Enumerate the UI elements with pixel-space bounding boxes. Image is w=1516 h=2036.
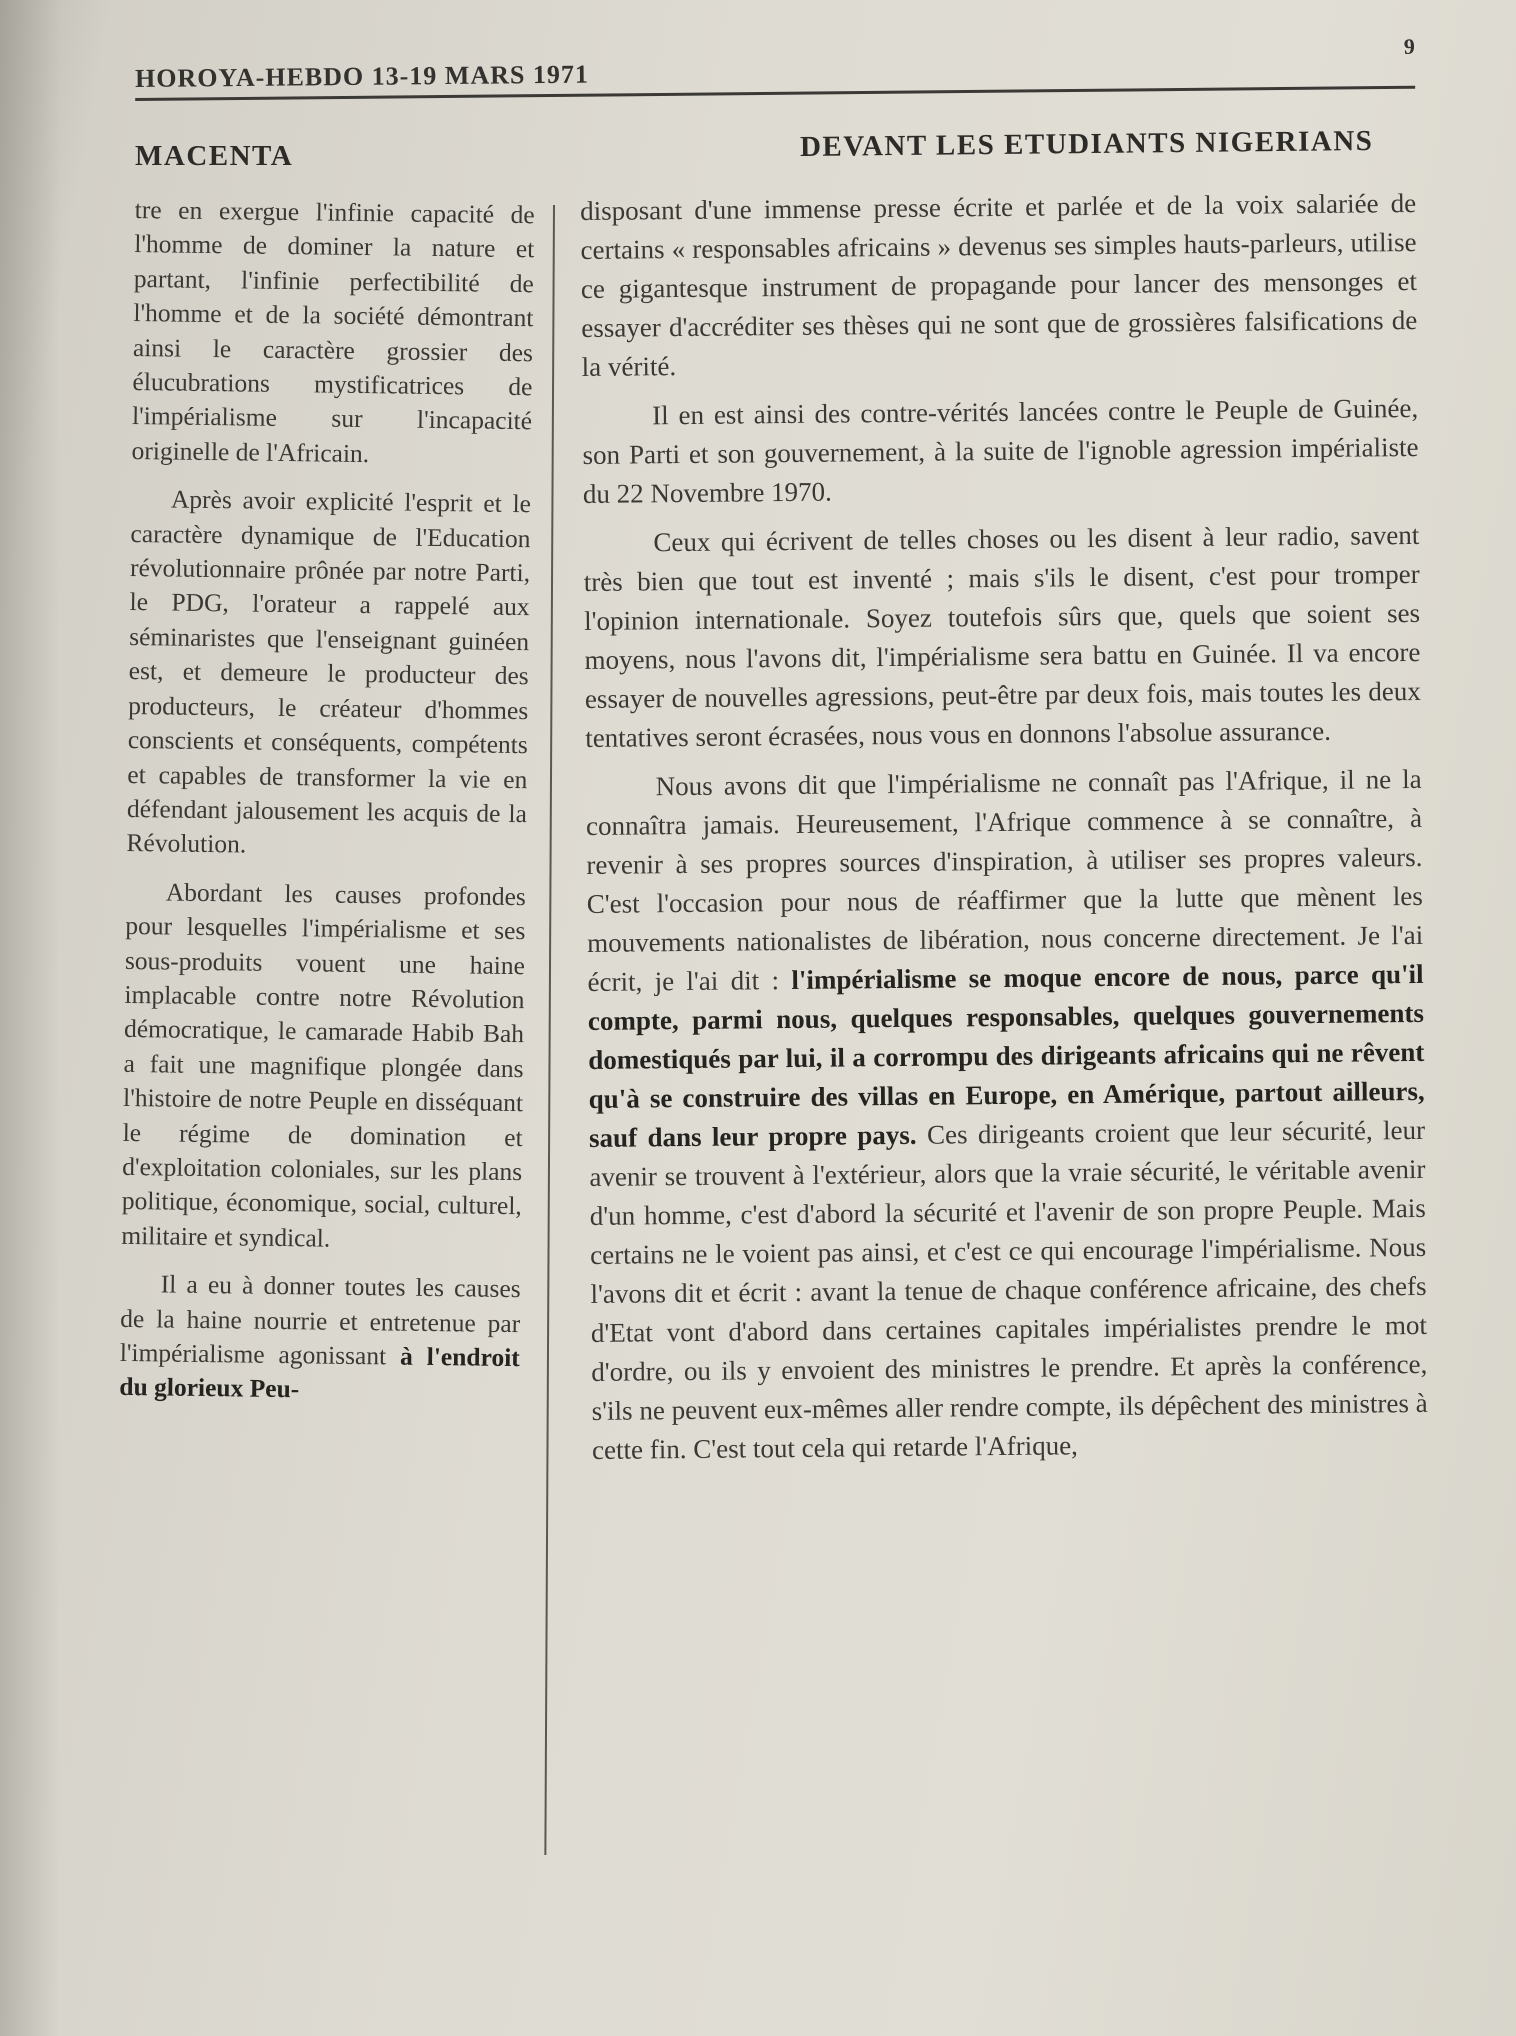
right-paragraph-2: Il en est ainsi des contre-vérités lancées contre le Peuple de Guinée, son Parti et son gouvernement, à la suite de l'ignoble agression impérialiste du 22 Novembre 1970. [582, 392, 1419, 509]
left-paragraph-4-text: Il a eu à donner toutes les causes de la haine nourrie et entretenue par l'impérialisme agonissant [119, 1269, 521, 1371]
right-paragraph-4-bold: l'impérialisme se moque encore de nous, parce qu'il compte, parmi nous, quelques responsables, quelques gouvernements domestiqués par lui, il a corrompu des dirigeants africains qui ne rêvent qu'à se construire des villas en Europe, en Amérique, partout ailleurs, sauf dans leur propre pays. [587, 958, 1425, 1153]
left-paragraph-4 [119, 1267, 521, 1410]
left-paragraph-2: Après avoir explicité l'esprit et le caractère dynamique de l'Education révolutionnaire prônée par notre Parti, le PDG, l'orateur a rappelé aux séminaristes que l'enseignant guinéen est, et demeure le producteur des producteurs, le créateur d'hommes conscients et conséquents, compétents et capables de transformer la vie en défendant jalousement les acquis de la Révolution. [126, 484, 532, 859]
left-column [119, 193, 535, 1424]
right-paragraph-3: Ceux qui écrivent de telles choses ou les disent à leur radio, savent très bien que tout est inventé ; mais s'ils le disent, c'est pour tromper l'opinion internationale. Soyez toutefois sûrs que, quels que soient ses moyens, nous l'avons dit, l'impérialisme sera battu en Guinée. Il va encore essayer de nouvelles agressions, peut-être par deux fois, mais toutes les deux tentatives seront écrasées, nous vous en donnons l'absolue assurance. [583, 519, 1421, 753]
left-paragraph-4-bold: à l'endroit du glorieux Peu- [119, 1341, 520, 1404]
section-heading-left: MACENTA [135, 140, 294, 172]
right-paragraph-4 [586, 760, 1429, 1470]
page-edge-shadow [0, 0, 60, 2036]
page-header [134, 33, 1415, 96]
section-heading-right: DEVANT LES ETUDIANTS NIGERIANS [799, 124, 1374, 164]
left-paragraph-3: Abordant les causes profondes pour lesquelles l'impérialisme et ses sous-produits vouent une haine implacable contre notre Révolution démocratique, le camarade Habib Bah a fait une magnifique plongée dans l'histoire de notre Peuple en disséquant le régime de domination et d'exploitation coloniales, sur les plans politique, économique, social, culturel, militaire et syndical. [121, 877, 527, 1253]
right-paragraph-4-text: Nous avons dit que l'impérialisme ne connaît pas l'Afrique, il ne la connaîtra jamais. Heureusement, l'Afrique commence à se connaître, à revenir à ses propres sources d'inspiration, à utiliser ses propres valeurs. C'est l'occasion pour nous de réaffirmer que la lutte que mènent les mouvements nationalistes de libération, nous concerne directement. Je l'ai écrit, je l'ai dit : [585, 763, 1424, 997]
right-paragraph-4-text-end: Ces dirigeants croient que leur sécurité, leur avenir se trouvent à l'extérieur, alors que la vraie sécurité, le véritable avenir d'un homme, c'est d'abord la sécurité et l'avenir de son propre Peuple. Mais certains ne le voient pas ainsi, et c'est ce qui encourage l'impérialisme. Nous l'avons dit et écrit : avant la tenue de chaque conférence africaine, des chefs d'Etat vont d'abord dans certaines capitales impérialistes prendre le mot d'ordre, ou ils y envoient des ministres le prendre. Et après la conférence, s'ils ne peuvent eux-mêmes aller rendre compte, ils dépêchent des ministres à cette fin. C'est tout cela qui retarde l'Afrique, [589, 1114, 1428, 1465]
column-divider [544, 205, 555, 1855]
newspaper-masthead: HOROYA-HEBDO 13-19 MARS 1971 [134, 59, 590, 93]
right-paragraph-1: disposant d'une immense presse écrite et parlée et de la voix salariée de certains « responsables africains » devenus ses simples hauts-parleurs, utilise ce gigantesque instrument de propagande pour lancer des mensonges et essayer d'accréditer ses thèses qui ne sont que de grossières falsifications de la vérité. [580, 187, 1418, 382]
left-paragraph-1: tre en exergue l'infinie capacité de l'homme de dominer la nature et partant, l'infinie perfectibilité de l'homme et de la société démontrant ainsi le caractère grossier des élucubrations mystificatrices de l'impérialisme sur l'incapacité originelle de l'Africain. [131, 194, 535, 468]
page-number: 9 [1403, 33, 1415, 59]
right-column [580, 184, 1428, 1480]
